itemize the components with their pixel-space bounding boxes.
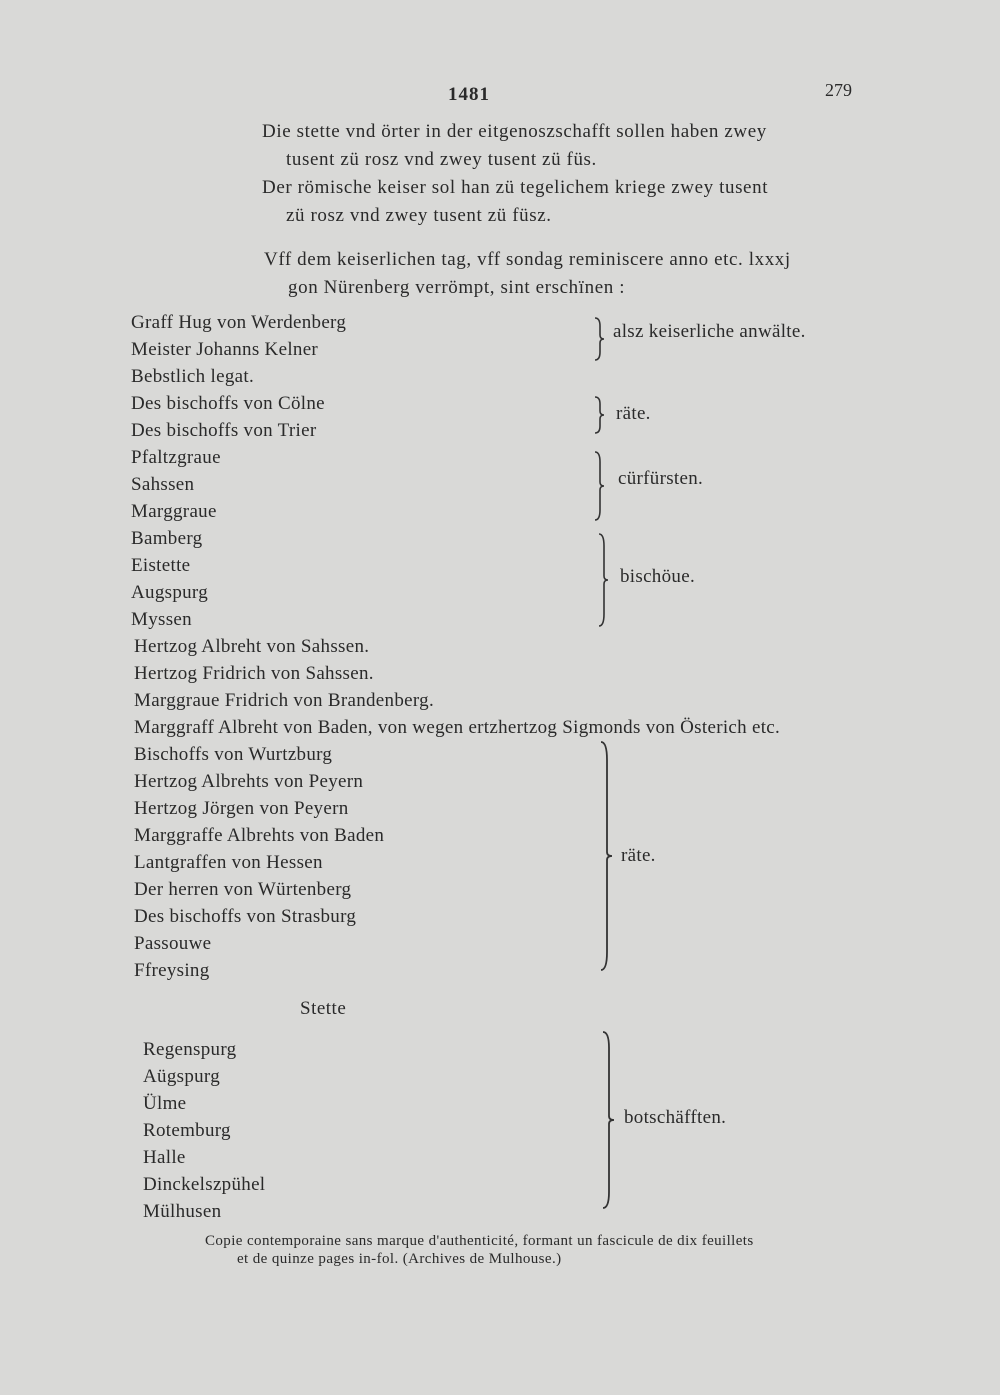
- attendee-item: Graff Hug von Werdenberg: [131, 312, 347, 333]
- attendee-item: Passouwe: [134, 933, 212, 954]
- city-item: Aügspurg: [143, 1066, 220, 1087]
- intro-1-line-2: tusent zü rosz vnd zwey tusent zü füs.: [286, 149, 597, 170]
- brace-anwaelte: [592, 316, 606, 362]
- intro-paragraph-2: [262, 174, 768, 230]
- city-item: Mülhusen: [143, 1201, 222, 1222]
- city-item: Ülme: [143, 1093, 187, 1114]
- attendee-list-princes: [131, 309, 346, 633]
- brace-kurfuersten: [592, 450, 606, 522]
- footnote-line-2: et de quinze pages in-fol. (Archives de Mulhouse.): [237, 1251, 562, 1267]
- attendee-item: Meister Johanns Kelner: [131, 339, 319, 360]
- attendee-item: Des bischoffs von Strasburg: [134, 906, 357, 927]
- attendee-item: Bischoffs von Wurtzburg: [134, 744, 333, 765]
- page-year: 1481: [448, 84, 490, 105]
- city-item: Halle: [143, 1147, 186, 1168]
- label-anwaelte: alsz keiserliche anwälte.: [613, 321, 806, 342]
- attendee-item: Der herren von Würtenberg: [134, 879, 352, 900]
- stette-heading: Stette: [300, 998, 347, 1019]
- attendee-item: Ffreysing: [134, 960, 210, 981]
- attendee-item: Bebstlich legat.: [131, 366, 254, 387]
- attendee-item: Marggraffe Albrehts von Baden: [134, 825, 385, 846]
- intro-paragraph-3: [264, 246, 791, 302]
- attendee-item: Pfaltzgraue: [131, 447, 221, 468]
- attendee-item: Bamberg: [131, 528, 203, 549]
- attendee-item: Marggraue Fridrich von Brandenberg.: [134, 690, 434, 711]
- label-raete-2: räte.: [621, 845, 656, 866]
- attendee-item: Hertzog Albreht von Sahssen.: [134, 636, 370, 657]
- footnote: [205, 1232, 754, 1268]
- label-kurfuersten: cürfürsten.: [618, 468, 704, 489]
- intro-3-line-2: gon Nürenberg verrömpt, sint erschïnen :: [288, 277, 626, 298]
- attendee-item: Eistette: [131, 555, 191, 576]
- label-raete-1: räte.: [616, 403, 651, 424]
- brace-raete-2: [598, 740, 614, 972]
- intro-3-line-1: Vff dem keiserlichen tag, vff sondag reminiscere anno etc. lxxxj: [264, 249, 791, 270]
- city-item: Dinckelszpühel: [143, 1174, 266, 1195]
- city-item: Regenspurg: [143, 1039, 237, 1060]
- label-botschafften: botschäfften.: [624, 1107, 727, 1128]
- attendee-item: Des bischoffs von Trier: [131, 420, 317, 441]
- city-list: [143, 1036, 265, 1225]
- attendee-item: Myssen: [131, 609, 192, 630]
- attendee-item: Des bischoffs von Cölne: [131, 393, 325, 414]
- attendee-item: Sahssen: [131, 474, 195, 495]
- attendee-item: Hertzog Albrehts von Peyern: [134, 771, 364, 792]
- brace-bischoeve: [596, 532, 610, 628]
- attendee-item: Lantgraffen von Hessen: [134, 852, 323, 873]
- intro-2-line-1: Der römische keiser sol han zü tegelichem kriege zwey tusent: [262, 177, 769, 198]
- attendee-list-lords: [134, 633, 780, 984]
- brace-raete-1: [592, 395, 606, 435]
- intro-1-line-1: Die stette vnd örter in der eitgenoszschafft sollen haben zwey: [262, 121, 767, 142]
- attendee-item: Marggraff Albreht von Baden, von wegen ertzhertzog Sigmonds von Österich etc.: [134, 717, 781, 738]
- city-item: Rotemburg: [143, 1120, 231, 1141]
- brace-botschafften: [600, 1030, 616, 1210]
- footnote-line-1: Copie contemporaine sans marque d'authenticité, formant un fascicule de dix feuillets: [205, 1233, 754, 1249]
- intro-paragraph-1: [262, 118, 767, 174]
- intro-2-line-2: zü rosz vnd zwey tusent zü füsz.: [286, 205, 552, 226]
- attendee-item: Augspurg: [131, 582, 208, 603]
- label-bischoeve: bischöue.: [620, 566, 695, 587]
- page-number: 279: [825, 80, 852, 100]
- attendee-item: Hertzog Jörgen von Peyern: [134, 798, 349, 819]
- attendee-item: Hertzog Fridrich von Sahssen.: [134, 663, 374, 684]
- attendee-item: Marggraue: [131, 501, 217, 522]
